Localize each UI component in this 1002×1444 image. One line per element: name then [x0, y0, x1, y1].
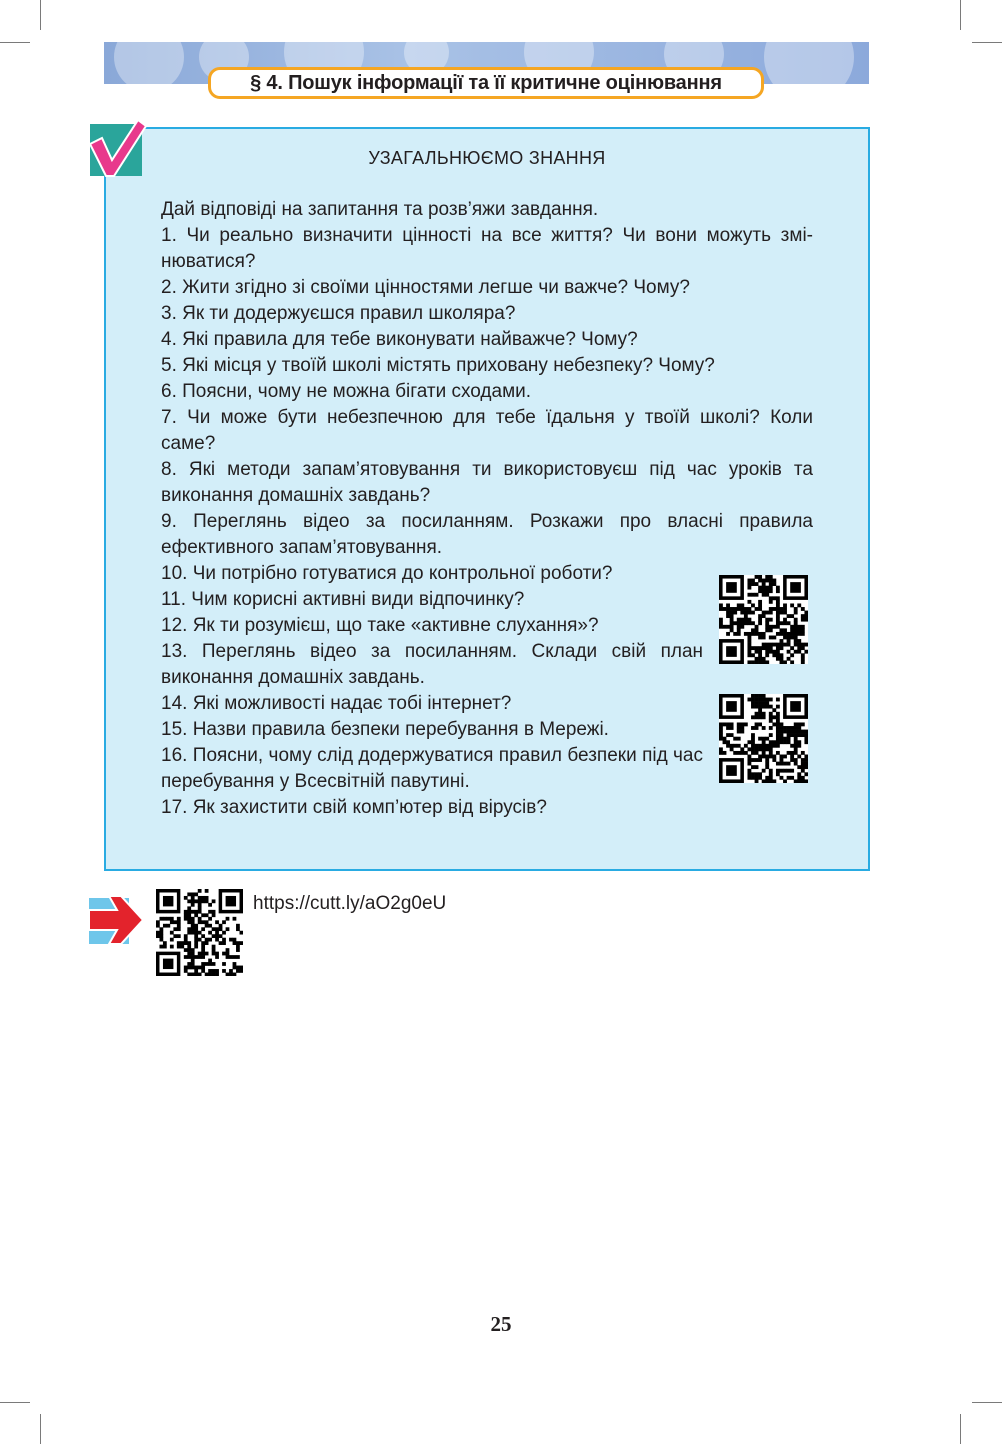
qr-code-icon[interactable]: [719, 575, 808, 664]
crop-mark: [960, 0, 961, 30]
list-item: 3. Як ти додержуєшся правил школяра?: [161, 303, 516, 324]
crop-mark: [0, 1402, 30, 1403]
link-url[interactable]: https://cutt.ly/aO2g0eU: [253, 893, 447, 914]
qr-code-icon[interactable]: [719, 694, 808, 783]
crop-mark: [960, 1414, 961, 1444]
list-item: 9. Переглянь відео за посиланням. Розкажи про власні правила ефективного запам’ятовування.: [161, 511, 813, 558]
list-item: 15. Назви правила безпеки перебування в Мережі.: [161, 719, 609, 740]
crop-mark: [972, 1402, 1002, 1403]
list-item: 6. Поясни, чому не можна бігати сходами.: [161, 381, 532, 402]
intro-text: Дай відповіді на запитання та розв’яжи завдання.: [161, 199, 599, 220]
list-item: 14. Які можливості надає тобі інтернет?: [161, 693, 512, 714]
list-item: 13. Переглянь відео за посиланням. Склади свій план виконання домашніх завдань.: [161, 641, 703, 688]
list-item: 2. Жити згідно зі своїми цінностями легше чи важче? Чому?: [161, 277, 690, 298]
section-title: § 4. Пошук інформації та її критичне оцінювання: [208, 67, 764, 99]
crop-mark: [40, 0, 41, 30]
list-item: 11. Чим корисні активні види відпочинку?: [161, 589, 525, 610]
list-item: 5. Які місця у твоїй школі містять приховану небезпеку? Чому?: [161, 355, 715, 376]
crop-mark: [40, 1414, 41, 1444]
list-item: 7. Чи може бути небезпечною для тебе їдальня у твоїй школі? Коли саме?: [161, 407, 813, 454]
list-item: 17. Як захистити свій комп’ютер від вірусів?: [161, 797, 547, 818]
arrow-right-icon: [89, 890, 145, 946]
list-item: 1. Чи реально визначити цінності на все життя? Чи вони можуть змі-нюватися?: [161, 225, 813, 272]
list-item: 12. Як ти розумієш, що таке «активне слухання»?: [161, 615, 599, 636]
crop-mark: [0, 42, 30, 43]
list-item: 8. Які методи запам’ятовування ти використовуєш під час уроків та виконання домашніх завдань?: [161, 459, 813, 506]
qr-code-icon[interactable]: [156, 889, 243, 976]
crop-mark: [972, 42, 1002, 43]
list-item: 10. Чи потрібно готуватися до контрольної роботи?: [161, 563, 613, 584]
page-number: 25: [490, 1312, 512, 1336]
box-title: УЗАГАЛЬНЮЄМО ЗНАННЯ: [368, 148, 606, 168]
question-list: [161, 197, 813, 821]
list-item: 4. Які правила для тебе виконувати найважче? Чому?: [161, 329, 638, 350]
list-item: 16. Поясни, чому слід додержуватися правил безпеки під час перебування у Всесвітній павутині.: [161, 745, 703, 792]
